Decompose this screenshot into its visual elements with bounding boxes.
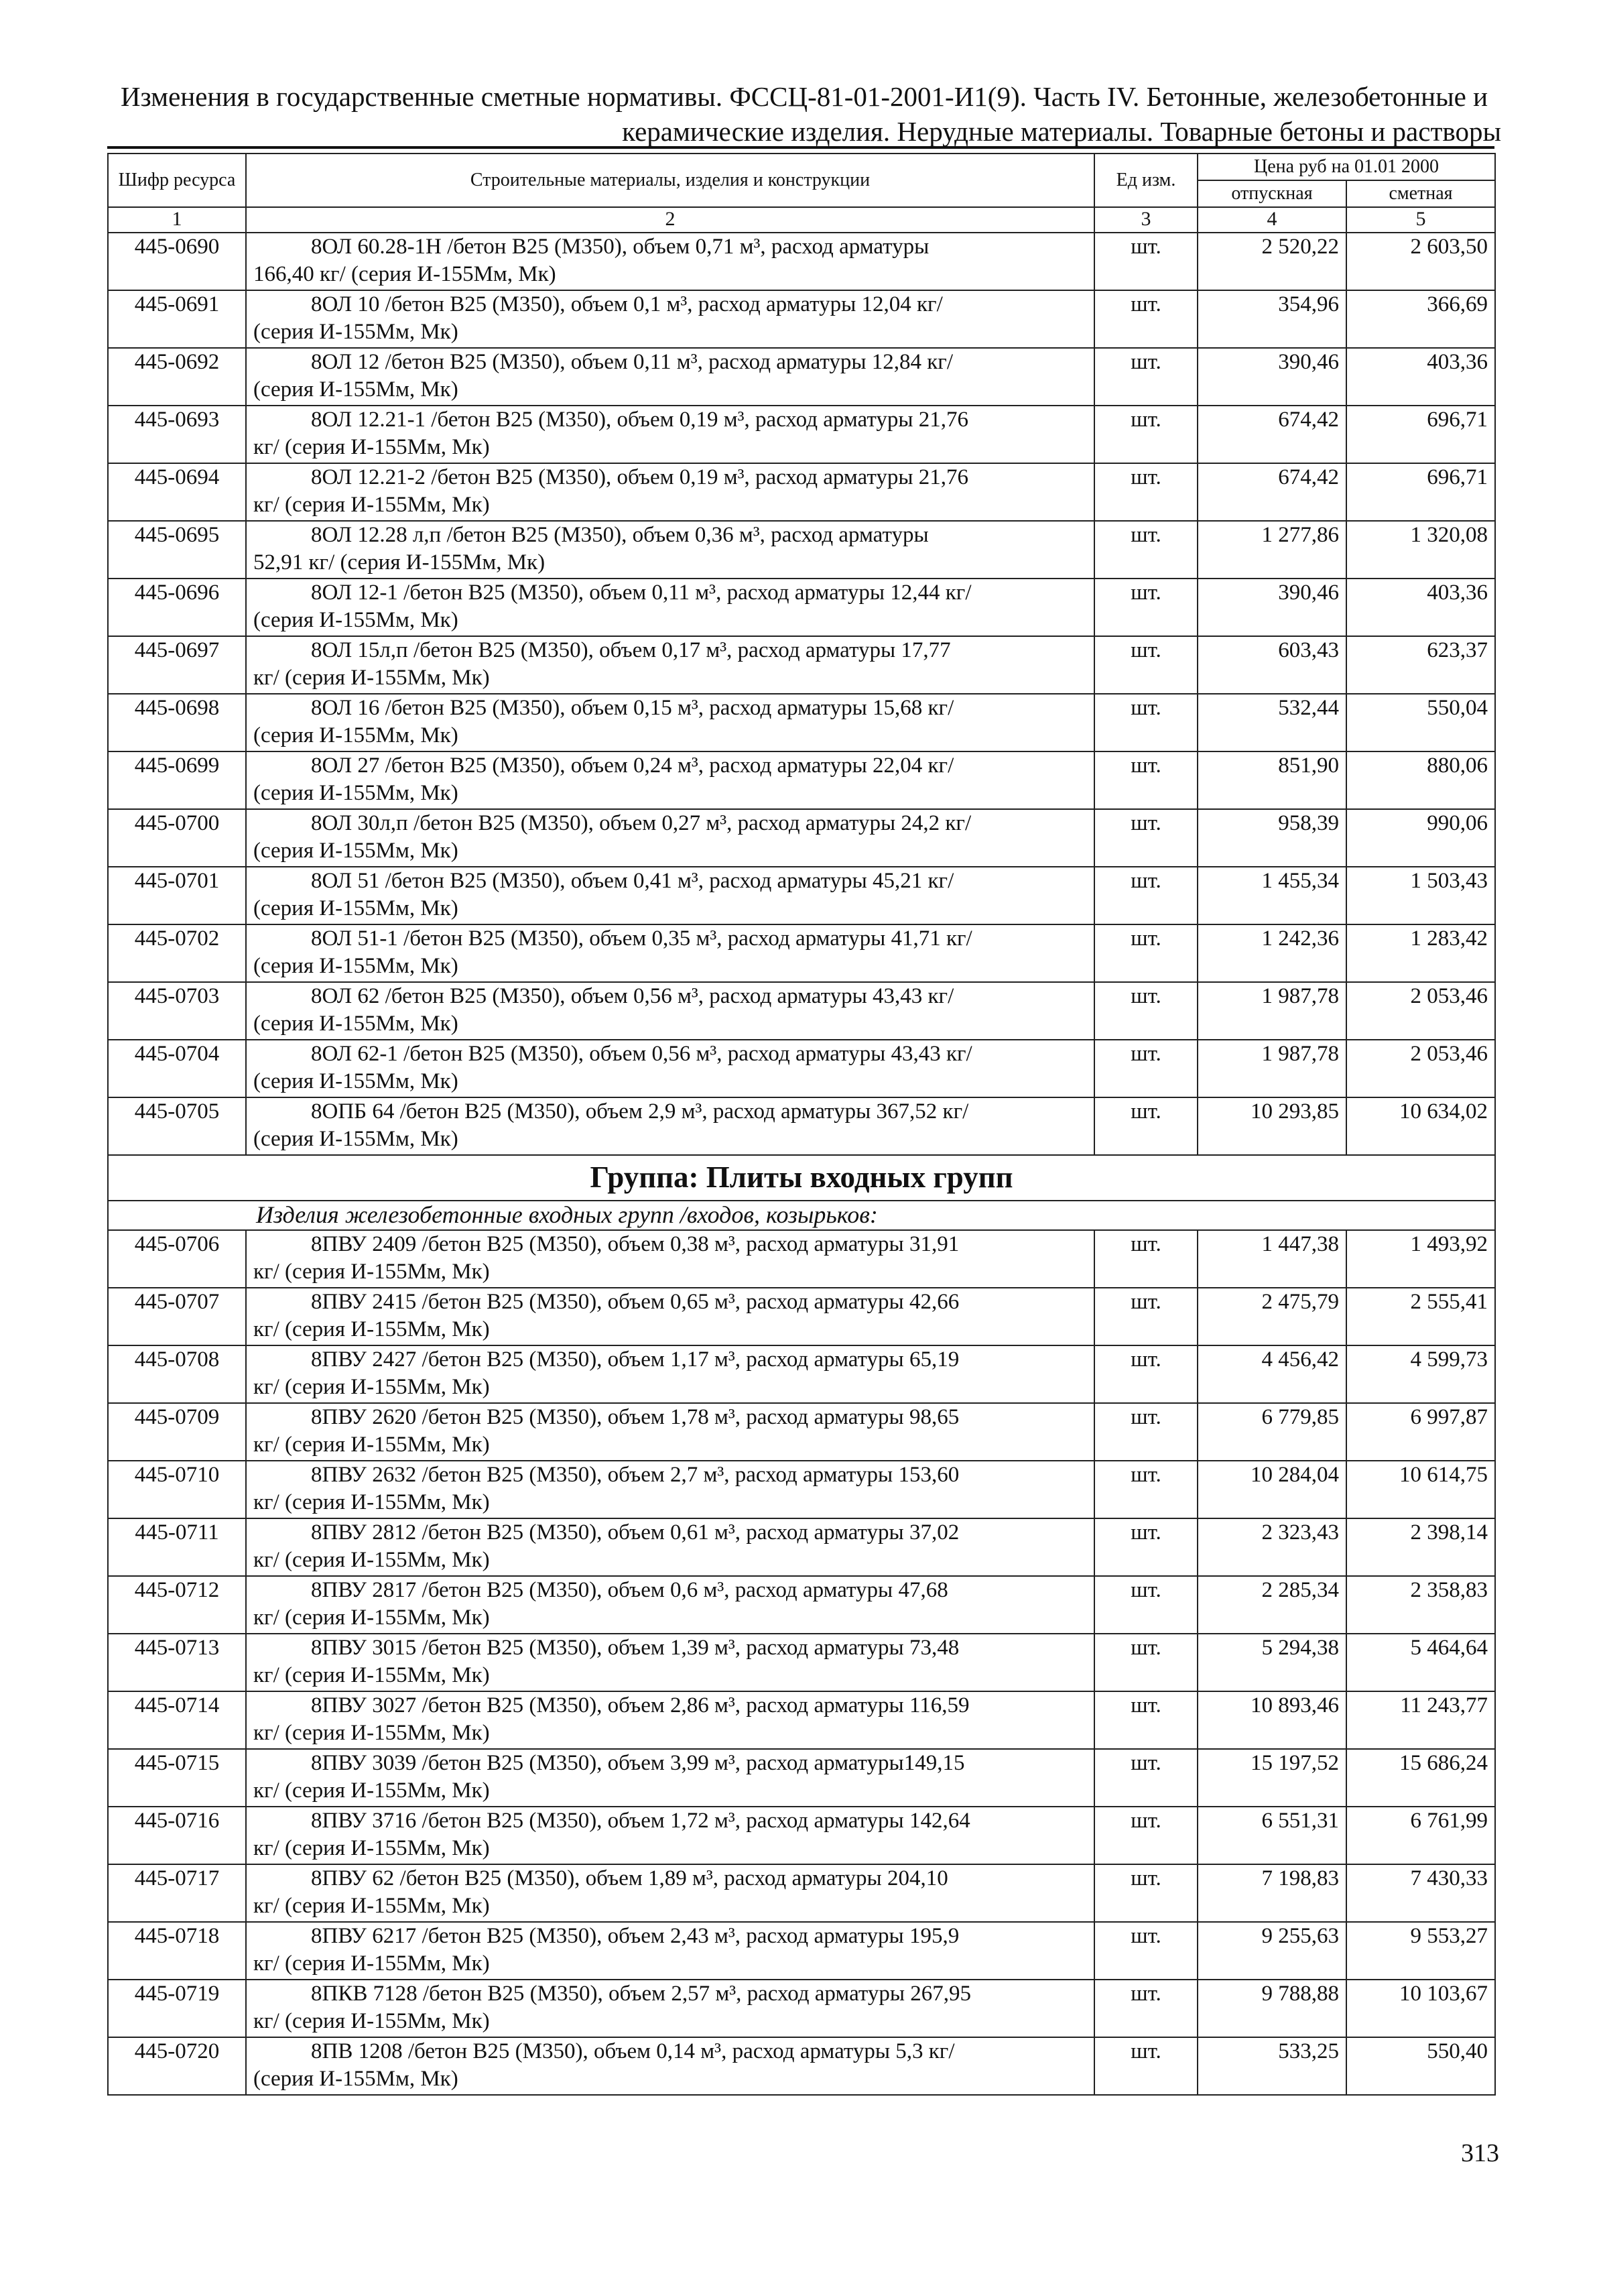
- description-line-2: кг/ (серия И-155Мм, Мк): [253, 1260, 490, 1284]
- item-description: [246, 1864, 1094, 1922]
- estimate-price: 366,69: [1346, 290, 1495, 348]
- estimate-price: 6 761,99: [1346, 1807, 1495, 1864]
- subgroup-title: Изделия железобетонные входных групп /входов, козырьков:: [108, 1201, 1495, 1230]
- item-description: [246, 694, 1094, 751]
- sale-price: 674,42: [1198, 406, 1346, 463]
- description-line-2: кг/ (серия И-155Мм, Мк): [253, 1490, 490, 1514]
- description-line-2: (серия И-155Мм, Мк): [253, 896, 458, 920]
- description-line-1: 8ОЛ 51 /бетон В25 (М350), объем 0,41 м³, расход арматуры 45,21 кг/: [311, 869, 954, 893]
- description-line-2: кг/ (серия И-155Мм, Мк): [253, 1663, 490, 1687]
- group-title: Группа: Плиты входных групп: [108, 1155, 1495, 1201]
- table-row: [108, 579, 1495, 636]
- resource-code: 445-0692: [108, 348, 246, 406]
- resource-code: 445-0691: [108, 290, 246, 348]
- sale-price: 10 893,46: [1198, 1691, 1346, 1749]
- resource-code: 445-0696: [108, 579, 246, 636]
- description-line-2: (серия И-155Мм, Мк): [253, 2067, 458, 2091]
- description-line-2: кг/ (серия И-155Мм, Мк): [253, 666, 490, 690]
- description-line-2: (серия И-155Мм, Мк): [253, 839, 458, 863]
- item-description: [246, 348, 1094, 406]
- sale-price: 2 285,34: [1198, 1576, 1346, 1634]
- sale-price: 5 294,38: [1198, 1634, 1346, 1691]
- sale-price: 532,44: [1198, 694, 1346, 751]
- description-line-2: кг/ (серия И-155Мм, Мк): [253, 1375, 490, 1399]
- description-line-1: 8ПВУ 2632 /бетон В25 (М350), объем 2,7 м³, расход арматуры 153,60: [311, 1463, 960, 1487]
- description-line-1: 8ОЛ 12-1 /бетон В25 (М350), объем 0,11 м³, расход арматуры 12,44 кг/: [311, 581, 972, 605]
- description-line-1: 8ОЛ 62 /бетон В25 (М350), объем 0,56 м³, расход арматуры 43,43 кг/: [311, 984, 954, 1008]
- description-line-2: (серия И-155Мм, Мк): [253, 1127, 458, 1151]
- item-description: [246, 1691, 1094, 1749]
- sale-price: 1 242,36: [1198, 924, 1346, 982]
- resource-code: 445-0714: [108, 1691, 246, 1749]
- resource-code: 445-0706: [108, 1230, 246, 1288]
- table-body: [108, 233, 1495, 2095]
- estimate-price: 5 464,64: [1346, 1634, 1495, 1691]
- estimate-price: 9 553,27: [1346, 1922, 1495, 1980]
- sale-price: 9 788,88: [1198, 1980, 1346, 2037]
- col-code-header: Шифр ресурса: [108, 154, 246, 207]
- estimate-price: 1 283,42: [1346, 924, 1495, 982]
- item-description: [246, 579, 1094, 636]
- description-line-1: 8ОЛ 60.28-1Н /бетон В25 (М350), объем 0,71 м³, расход арматуры: [311, 235, 930, 259]
- table-row: [108, 1634, 1495, 1691]
- unit: шт.: [1094, 290, 1198, 348]
- item-description: [246, 1518, 1094, 1576]
- col-unit-header: Ед изм.: [1094, 154, 1198, 207]
- resource-code: 445-0713: [108, 1634, 246, 1691]
- description-line-2: кг/ (серия И-155Мм, Мк): [253, 1836, 490, 1860]
- description-line-2: кг/ (серия И-155Мм, Мк): [253, 1548, 490, 1572]
- resource-code: 445-0718: [108, 1922, 246, 1980]
- sale-price: 6 551,31: [1198, 1807, 1346, 1864]
- table-row: [108, 290, 1495, 348]
- item-description: [246, 1922, 1094, 1980]
- table-row: [108, 809, 1495, 867]
- description-line-2: кг/ (серия И-155Мм, Мк): [253, 435, 490, 459]
- unit: шт.: [1094, 1461, 1198, 1518]
- table-row: [108, 1403, 1495, 1461]
- estimate-price: 623,37: [1346, 636, 1495, 694]
- unit: шт.: [1094, 348, 1198, 406]
- resource-code: 445-0699: [108, 751, 246, 809]
- estimate-price: 2 053,46: [1346, 1040, 1495, 1097]
- description-line-1: 8ПВУ 2812 /бетон В25 (М350), объем 0,61 м³, расход арматуры 37,02: [311, 1520, 960, 1545]
- resource-code: 445-0710: [108, 1461, 246, 1518]
- estimate-price: 2 358,83: [1346, 1576, 1495, 1634]
- col-name-header: Строительные материалы, изделия и конструкции: [246, 154, 1094, 207]
- resource-code: 445-0698: [108, 694, 246, 751]
- estimate-price: 696,71: [1346, 406, 1495, 463]
- resource-code: 445-0715: [108, 1749, 246, 1807]
- description-line-1: 8ПВ 1208 /бетон В25 (М350), объем 0,14 м³, расход арматуры 5,3 кг/: [311, 2039, 955, 2063]
- table-row: [108, 1980, 1495, 2037]
- description-line-2: кг/ (серия И-155Мм, Мк): [253, 1951, 490, 1976]
- unit: шт.: [1094, 1922, 1198, 1980]
- estimate-price: 1 493,92: [1346, 1230, 1495, 1288]
- table-row: [108, 1864, 1495, 1922]
- description-line-2: кг/ (серия И-155Мм, Мк): [253, 1894, 490, 1918]
- header-rule: [107, 146, 1494, 149]
- description-line-1: 8ОЛ 12.28 л,п /бетон В25 (М350), объем 0,36 м³, расход арматуры: [311, 523, 929, 547]
- unit: шт.: [1094, 1345, 1198, 1403]
- item-description: [246, 1461, 1094, 1518]
- resource-code: 445-0719: [108, 1980, 246, 2037]
- description-line-1: 8ПВУ 3716 /бетон В25 (М350), объем 1,72 м³, расход арматуры 142,64: [311, 1809, 970, 1833]
- unit: шт.: [1094, 694, 1198, 751]
- item-description: [246, 1040, 1094, 1097]
- page-number: 313: [1461, 2139, 1499, 2167]
- description-line-1: 8ОПБ 64 /бетон В25 (М350), объем 2,9 м³, расход арматуры 367,52 кг/: [311, 1099, 969, 1124]
- unit: шт.: [1094, 1749, 1198, 1807]
- description-line-1: 8ОЛ 10 /бетон В25 (М350), объем 0,1 м³, расход арматуры 12,04 кг/: [311, 292, 943, 316]
- description-line-1: 8ПВУ 3015 /бетон В25 (М350), объем 1,39 м³, расход арматуры 73,48: [311, 1636, 960, 1660]
- unit: шт.: [1094, 579, 1198, 636]
- sale-price: 4 456,42: [1198, 1345, 1346, 1403]
- description-line-2: кг/ (серия И-155Мм, Мк): [253, 1317, 490, 1341]
- description-line-2: (серия И-155Мм, Мк): [253, 723, 458, 747]
- header-line-2: керамические изделия. Нерудные материалы. Товарные бетоны и растворы: [622, 116, 1501, 147]
- resource-code: 445-0701: [108, 867, 246, 924]
- table-row: [108, 751, 1495, 809]
- resource-code: 445-0704: [108, 1040, 246, 1097]
- group-title-row: [108, 1155, 1495, 1201]
- resource-code: 445-0690: [108, 233, 246, 290]
- estimate-price: 2 398,14: [1346, 1518, 1495, 1576]
- table-row: [108, 2037, 1495, 2095]
- resource-code: 445-0711: [108, 1518, 246, 1576]
- description-line-1: 8ПВУ 2620 /бетон В25 (М350), объем 1,78 м³, расход арматуры 98,65: [311, 1405, 960, 1429]
- item-description: [246, 1403, 1094, 1461]
- table-row: [108, 521, 1495, 579]
- description-line-1: 8ОЛ 27 /бетон В25 (М350), объем 0,24 м³, расход арматуры 22,04 кг/: [311, 753, 954, 778]
- table-row: [108, 1097, 1495, 1155]
- sale-price: 6 779,85: [1198, 1403, 1346, 1461]
- item-description: [246, 406, 1094, 463]
- description-line-2: кг/ (серия И-155Мм, Мк): [253, 493, 490, 517]
- description-line-1: 8ОЛ 30л,п /бетон В25 (М350), объем 0,27 м³, расход арматуры 24,2 кг/: [311, 811, 972, 835]
- column-number: 5: [1346, 207, 1495, 233]
- item-description: [246, 636, 1094, 694]
- sale-price: 9 255,63: [1198, 1922, 1346, 1980]
- resource-code: 445-0712: [108, 1576, 246, 1634]
- description-line-2: кг/ (серия И-155Мм, Мк): [253, 1721, 490, 1745]
- item-description: [246, 1230, 1094, 1288]
- description-line-2: (серия И-155Мм, Мк): [253, 608, 458, 632]
- price-table: [107, 153, 1496, 2096]
- resource-code: 445-0702: [108, 924, 246, 982]
- estimate-price: 990,06: [1346, 809, 1495, 867]
- item-description: [246, 463, 1094, 521]
- description-line-1: 8ОЛ 12.21-2 /бетон В25 (М350), объем 0,19 м³, расход арматуры 21,76: [311, 465, 968, 489]
- item-description: [246, 1288, 1094, 1345]
- resource-code: 445-0693: [108, 406, 246, 463]
- table-row: [108, 867, 1495, 924]
- column-numbers-row: [108, 207, 1495, 233]
- estimate-price: 10 614,75: [1346, 1461, 1495, 1518]
- sale-price: 7 198,83: [1198, 1864, 1346, 1922]
- table-row: [108, 636, 1495, 694]
- description-line-2: (серия И-155Мм, Мк): [253, 1012, 458, 1036]
- estimate-price: 2 053,46: [1346, 982, 1495, 1040]
- description-line-1: 8ПВУ 6217 /бетон В25 (М350), объем 2,43 м³, расход арматуры 195,9: [311, 1924, 960, 1948]
- description-line-2: кг/ (серия И-155Мм, Мк): [253, 1433, 490, 1457]
- item-description: [246, 1097, 1094, 1155]
- resource-code: 445-0697: [108, 636, 246, 694]
- unit: шт.: [1094, 1807, 1198, 1864]
- col-price-header: Цена руб на 01.01 2000: [1198, 154, 1495, 180]
- column-number: 3: [1094, 207, 1198, 233]
- description-line-1: 8ПКВ 7128 /бетон В25 (М350), объем 2,57 м³, расход арматуры 267,95: [311, 1982, 972, 2006]
- table-head-row-1: [108, 154, 1495, 180]
- unit: шт.: [1094, 1576, 1198, 1634]
- resource-code: 445-0705: [108, 1097, 246, 1155]
- item-description: [246, 982, 1094, 1040]
- table-row: [108, 1461, 1495, 1518]
- unit: шт.: [1094, 2037, 1198, 2095]
- sale-price: 1 455,34: [1198, 867, 1346, 924]
- page-header: [107, 79, 1501, 149]
- sale-price: 1 987,78: [1198, 982, 1346, 1040]
- resource-code: 445-0707: [108, 1288, 246, 1345]
- sale-price: 2 475,79: [1198, 1288, 1346, 1345]
- sale-price: 533,25: [1198, 2037, 1346, 2095]
- description-line-2: (серия И-155Мм, Мк): [253, 954, 458, 978]
- column-number: 4: [1198, 207, 1346, 233]
- resource-code: 445-0708: [108, 1345, 246, 1403]
- estimate-price: 1 503,43: [1346, 867, 1495, 924]
- estimate-price: 2 555,41: [1346, 1288, 1495, 1345]
- sale-price: 603,43: [1198, 636, 1346, 694]
- item-description: [246, 1576, 1094, 1634]
- estimate-price: 6 997,87: [1346, 1403, 1495, 1461]
- item-description: [246, 924, 1094, 982]
- table-row: [108, 1518, 1495, 1576]
- unit: шт.: [1094, 1691, 1198, 1749]
- resource-code: 445-0720: [108, 2037, 246, 2095]
- description-line-2: кг/ (серия И-155Мм, Мк): [253, 1606, 490, 1630]
- item-description: [246, 2037, 1094, 2095]
- item-description: [246, 290, 1094, 348]
- unit: шт.: [1094, 636, 1198, 694]
- description-line-1: 8ОЛ 16 /бетон В25 (М350), объем 0,15 м³, расход арматуры 15,68 кг/: [311, 696, 954, 720]
- estimate-price: 403,36: [1346, 579, 1495, 636]
- table-row: [108, 406, 1495, 463]
- sale-price: 674,42: [1198, 463, 1346, 521]
- table-row: [108, 1749, 1495, 1807]
- item-description: [246, 751, 1094, 809]
- estimate-price: 15 686,24: [1346, 1749, 1495, 1807]
- description-line-2: 166,40 кг/ (серия И-155Мм, Мк): [253, 262, 556, 286]
- description-line-2: (серия И-155Мм, Мк): [253, 1069, 458, 1093]
- sale-price: 354,96: [1198, 290, 1346, 348]
- item-description: [246, 1807, 1094, 1864]
- unit: шт.: [1094, 1040, 1198, 1097]
- sale-price: 2 323,43: [1198, 1518, 1346, 1576]
- unit: шт.: [1094, 1518, 1198, 1576]
- description-line-1: 8ПВУ 3039 /бетон В25 (М350), объем 3,99 м³, расход арматуры149,15: [311, 1751, 965, 1775]
- sale-price: 851,90: [1198, 751, 1346, 809]
- estimate-price: 10 634,02: [1346, 1097, 1495, 1155]
- description-line-1: 8ОЛ 15л,п /бетон В25 (М350), объем 0,17 м³, расход арматуры 17,77: [311, 638, 951, 662]
- estimate-price: 696,71: [1346, 463, 1495, 521]
- description-line-2: 52,91 кг/ (серия И-155Мм, Мк): [253, 550, 546, 575]
- resource-code: 445-0703: [108, 982, 246, 1040]
- unit: шт.: [1094, 924, 1198, 982]
- item-description: [246, 1634, 1094, 1691]
- sale-price: 2 520,22: [1198, 233, 1346, 290]
- item-description: [246, 233, 1094, 290]
- unit: шт.: [1094, 1230, 1198, 1288]
- description-line-2: кг/ (серия И-155Мм, Мк): [253, 2009, 490, 2033]
- table-row: [108, 1807, 1495, 1864]
- estimate-price: 550,04: [1346, 694, 1495, 751]
- estimate-price: 4 599,73: [1346, 1345, 1495, 1403]
- sale-price: 958,39: [1198, 809, 1346, 867]
- subgroup-row: [108, 1201, 1495, 1230]
- description-line-1: 8ОЛ 12.21-1 /бетон В25 (М350), объем 0,19 м³, расход арматуры 21,76: [311, 408, 968, 432]
- estimate-price: 11 243,77: [1346, 1691, 1495, 1749]
- estimate-price: 10 103,67: [1346, 1980, 1495, 2037]
- table-row: [108, 1576, 1495, 1634]
- unit: шт.: [1094, 1097, 1198, 1155]
- resource-code: 445-0716: [108, 1807, 246, 1864]
- description-line-2: (серия И-155Мм, Мк): [253, 320, 458, 344]
- unit: шт.: [1094, 1288, 1198, 1345]
- description-line-1: 8ОЛ 12 /бетон В25 (М350), объем 0,11 м³, расход арматуры 12,84 кг/: [311, 350, 954, 374]
- sale-price: 1 447,38: [1198, 1230, 1346, 1288]
- unit: шт.: [1094, 1980, 1198, 2037]
- item-description: [246, 809, 1094, 867]
- table-row: [108, 1345, 1495, 1403]
- unit: шт.: [1094, 1864, 1198, 1922]
- table-row: [108, 233, 1495, 290]
- description-line-2: (серия И-155Мм, Мк): [253, 377, 458, 402]
- unit: шт.: [1094, 867, 1198, 924]
- table-row: [108, 463, 1495, 521]
- description-line-1: 8ОЛ 62-1 /бетон В25 (М350), объем 0,56 м³, расход арматуры 43,43 кг/: [311, 1042, 972, 1066]
- description-line-1: 8ПВУ 3027 /бетон В25 (М350), объем 2,86 м³, расход арматуры 116,59: [311, 1693, 970, 1717]
- estimate-price: 1 320,08: [1346, 521, 1495, 579]
- estimate-price: 403,36: [1346, 348, 1495, 406]
- sale-price: 10 284,04: [1198, 1461, 1346, 1518]
- resource-code: 445-0694: [108, 463, 246, 521]
- table-row: [108, 348, 1495, 406]
- table-row: [108, 694, 1495, 751]
- estimate-price: 7 430,33: [1346, 1864, 1495, 1922]
- col-sale-header: отпускная: [1198, 180, 1346, 207]
- description-line-2: кг/ (серия И-155Мм, Мк): [253, 1778, 490, 1803]
- item-description: [246, 1980, 1094, 2037]
- description-line-1: 8ПВУ 2427 /бетон В25 (М350), объем 1,17 м³, расход арматуры 65,19: [311, 1347, 960, 1372]
- table-row: [108, 1288, 1495, 1345]
- sale-price: 390,46: [1198, 348, 1346, 406]
- unit: шт.: [1094, 406, 1198, 463]
- resource-code: 445-0717: [108, 1864, 246, 1922]
- unit: шт.: [1094, 1634, 1198, 1691]
- item-description: [246, 1345, 1094, 1403]
- table-row: [108, 1040, 1495, 1097]
- estimate-price: 2 603,50: [1346, 233, 1495, 290]
- unit: шт.: [1094, 233, 1198, 290]
- item-description: [246, 521, 1094, 579]
- table-row: [108, 982, 1495, 1040]
- item-description: [246, 867, 1094, 924]
- unit: шт.: [1094, 1403, 1198, 1461]
- col-estimate-header: сметная: [1346, 180, 1495, 207]
- unit: шт.: [1094, 463, 1198, 521]
- table-row: [108, 1230, 1495, 1288]
- description-line-1: 8ПВУ 2817 /бетон В25 (М350), объем 0,6 м³, расход арматуры 47,68: [311, 1578, 948, 1602]
- sale-price: 10 293,85: [1198, 1097, 1346, 1155]
- column-number: 2: [246, 207, 1094, 233]
- unit: шт.: [1094, 521, 1198, 579]
- sale-price: 390,46: [1198, 579, 1346, 636]
- unit: шт.: [1094, 809, 1198, 867]
- table-row: [108, 924, 1495, 982]
- resource-code: 445-0700: [108, 809, 246, 867]
- resource-code: 445-0695: [108, 521, 246, 579]
- table-row: [108, 1691, 1495, 1749]
- description-line-1: 8ПВУ 62 /бетон В25 (М350), объем 1,89 м³, расход арматуры 204,10: [311, 1866, 948, 1890]
- sale-price: 1 987,78: [1198, 1040, 1346, 1097]
- description-line-1: 8ОЛ 51-1 /бетон В25 (М350), объем 0,35 м³, расход арматуры 41,71 кг/: [311, 926, 972, 951]
- sale-price: 1 277,86: [1198, 521, 1346, 579]
- description-line-1: 8ПВУ 2415 /бетон В25 (М350), объем 0,65 м³, расход арматуры 42,66: [311, 1290, 960, 1314]
- unit: шт.: [1094, 751, 1198, 809]
- resource-code: 445-0709: [108, 1403, 246, 1461]
- description-line-1: 8ПВУ 2409 /бетон В25 (М350), объем 0,38 м³, расход арматуры 31,91: [311, 1232, 960, 1256]
- sale-price: 15 197,52: [1198, 1749, 1346, 1807]
- estimate-price: 880,06: [1346, 751, 1495, 809]
- column-number: 1: [108, 207, 246, 233]
- unit: шт.: [1094, 982, 1198, 1040]
- description-line-2: (серия И-155Мм, Мк): [253, 781, 458, 805]
- item-description: [246, 1749, 1094, 1807]
- table-row: [108, 1922, 1495, 1980]
- estimate-price: 550,40: [1346, 2037, 1495, 2095]
- header-line-1: Изменения в государственные сметные нормативы. ФССЦ-81-01-2001-И1(9). Часть IV. Бетонные, железобетонные и: [120, 81, 1488, 112]
